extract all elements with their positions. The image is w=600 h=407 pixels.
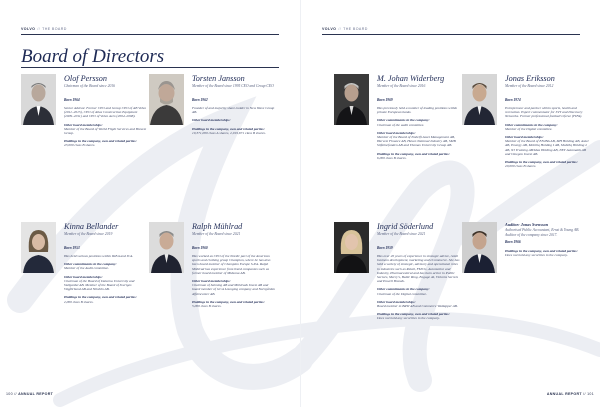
portrait-photo [462,222,497,273]
member-born: Born 1969 [377,97,393,102]
footer-separator: // [14,392,17,396]
board-memberships: Board member in BRW AB and Commerce Wallapper AB. [377,304,458,309]
holdings: 19,371,000 class A shares, 2,919,871 class B shares. [192,130,266,135]
title-rule [21,67,279,68]
member-born: Born 1964 [64,97,80,102]
member-background: Has previously held a number of leading positions within private European banks. [377,106,458,115]
commitments: Member of the Audit committee. [64,266,109,271]
member-born: Born 1960 [192,245,208,250]
holdings: 6,000 class B shares. [377,155,407,160]
member-role: Member of the Board since 2021 [192,232,241,236]
page-number: 100 [6,392,13,396]
member-born: Born 1962 [192,97,208,102]
board-memberships-heading: Other board memberships: [64,122,103,127]
member-born: Born 1953 [64,245,80,250]
portrait-photo [334,222,369,273]
member-background: Has worked as CEO of the Nordic part of the American sports and clothing group Champion, where he has also been board member of Champion Europe S.P.A. Ralph Mühlrad has experience from listed companies such as former board member of Midsona AB. [192,254,271,275]
holdings: 20,000 class B shares. [505,164,537,169]
board-memberships-heading: Other board memberships: [505,135,544,140]
member-role: Member of the Board since 2019 [64,232,113,236]
portrait-photo [21,222,56,273]
member-background: Entrepreneur and partner within sports, health and recreation. Expert commentator for SVT and Discovery Networks. Former professional football referee (FIFA). [505,106,583,119]
member-role: Member of the Board since 1995 CEO and Group CEO [192,84,274,88]
auditor-born: Born 1966 [505,240,521,245]
page-header [322,27,368,31]
page-header [21,27,67,31]
board-memberships: Member of the Board of World Flight Services and Biovest Group. [64,126,147,136]
member-role: Member of the Board since 2021 [377,232,426,236]
commitments-heading: Other commitments in the company: [377,287,430,292]
portrait-photo [149,74,184,125]
member-name: M. Johan Widerberg [377,74,445,83]
page-footer [547,392,594,396]
holdings-heading: Holdings in the company, own and related parties: [505,248,578,253]
holdings: 23,000 class B shares. [64,143,96,148]
commitments-heading: Other commitments in the company: [505,122,558,127]
member-name: Torsten Jansson [192,74,245,83]
right-page [300,0,600,407]
member-background: Has over 20 years of experience in strategic advice, retail business development, marketing and eCommerce. She has held a variety of strategic, advisory and operational roles in industries such as Retail, FMCG, Automotive and Industry, Pharmaceutical and has been active in Public Sectors, Mercy's, Baltic Ring, Engage AI, Victoria Secrets and Powell Brands. [377,254,460,284]
board-memberships-heading: Other board memberships: [192,279,231,284]
commitments: Member of the Digital committee. [505,126,553,131]
member-background: Senior Advisor. Former CEO and Group CEO of AB Volvo (2011–2015), CEO of Atlas Construction Equipment (2009–2011) and CEO of Volvo Aero (2004–2008). [64,106,146,119]
portrait-photo [334,74,369,125]
member-background: Has held various positions within IKEA and ICA. [64,254,134,258]
footer-label: ANNUAL REPORT [546,392,582,396]
member-born: Born 1974 [505,97,521,102]
board-memberships: Member of the Board of ENJBA AB, MH Holding AB, Asker AB, Emergy AB, Mobiliq Holding I AB, Mobiliq Holding 2 AB, NJ Training AB/Idea Holding AB, NET Automatik AB and Omegon Invest AB. [505,139,589,156]
header-section: THE BOARD [42,27,67,31]
board-memberships-heading: Other board memberships: [192,118,231,123]
header-brand: VOLVO [21,27,36,31]
commitments: Chairman of the Digital committee. [377,291,427,296]
page-title: Board of Directors [21,46,165,67]
holdings-heading: Holdings in the company, own and related parties: [64,295,137,300]
header-rule [322,34,580,35]
member-role: Member of the Board since 2016 [377,84,426,88]
member-name: Ingrid Söderlund [377,222,434,231]
holdings-heading: Holdings in the company, own and related parties: [377,151,450,156]
board-memberships-heading: Other board memberships: [377,130,416,135]
board-memberships-heading: Other board memberships: [377,299,416,304]
member-born: Born 1959 [377,245,393,250]
holdings-heading: Holdings in the company, own and related parties: [377,312,450,317]
portrait-photo [462,74,497,125]
member-background: Founder of and majority share-holder in New Wave Group AB. [192,106,275,115]
member-role: Chairman of the Board since 2016 [64,84,115,88]
auditor-role: Authorised Public Accountant, Ernst & Young AB. Auditor of the company since 2017. [505,228,580,237]
page-number: 101 [587,392,594,396]
holdings-heading: Holdings in the company, own and related parties: [192,299,265,304]
header-rule [21,34,279,35]
portrait-photo [21,74,56,125]
footer-separator: // [583,392,586,396]
holdings: 5,000 class B shares. [192,304,222,309]
header-section: THE BOARD [343,27,368,31]
header-separator: // [37,27,41,31]
commitments: Chairman of the audit committee. [377,122,425,127]
holdings: 2,000 class B shares. [64,299,94,304]
portrait-photo [149,222,184,273]
board-memberships: Member of the Board of Nobelfi Asset Management AB, Harvest Finance AB, Haven National Industry AB, SMB Stiftelsefonden AB and Thomas University Group AB. [377,135,456,148]
member-role: Member of the Board since 2012 [505,84,554,88]
auditor-name: Auditor: Jonas Svensson [505,222,549,227]
commitments-heading: Other commitments in the company: [64,262,117,267]
board-memberships-heading: Other board memberships: [64,274,103,279]
member-name: Ralph Mühlrad [192,222,243,231]
board-memberships: Chairman of Salming AB and Mühlrads Invest AB and board member of GCA Lounging company and Norrgården Affärscenter AB. [192,283,276,296]
board-memberships: Chairman of the Board of Dalarna University and Vallgardet AB. Member of the Board of Sveriges Vägförbund AB and Nilsbön AB. [64,278,135,292]
footer-label: ANNUAL REPORT [18,392,54,396]
page-footer [6,392,53,396]
holdings-heading: Holdings in the company, own and related parties: [505,160,578,165]
member-name: Olof Persson [64,74,107,83]
member-name: Kinna Bellander [64,222,119,231]
commitments-heading: Other commitments in the company: [377,118,430,123]
holdings: Does not hold any securities in the company. [377,316,440,321]
header-brand: VOLVO [322,27,337,31]
member-name: Jonas Eriksson [505,74,555,83]
holdings: Does not hold any securities in the company. [505,252,568,257]
header-separator: // [338,27,342,31]
holdings-heading: Holdings in the company, own and related parties: [192,126,265,131]
holdings-heading: Holdings in the company, own and related parties: [64,139,137,144]
